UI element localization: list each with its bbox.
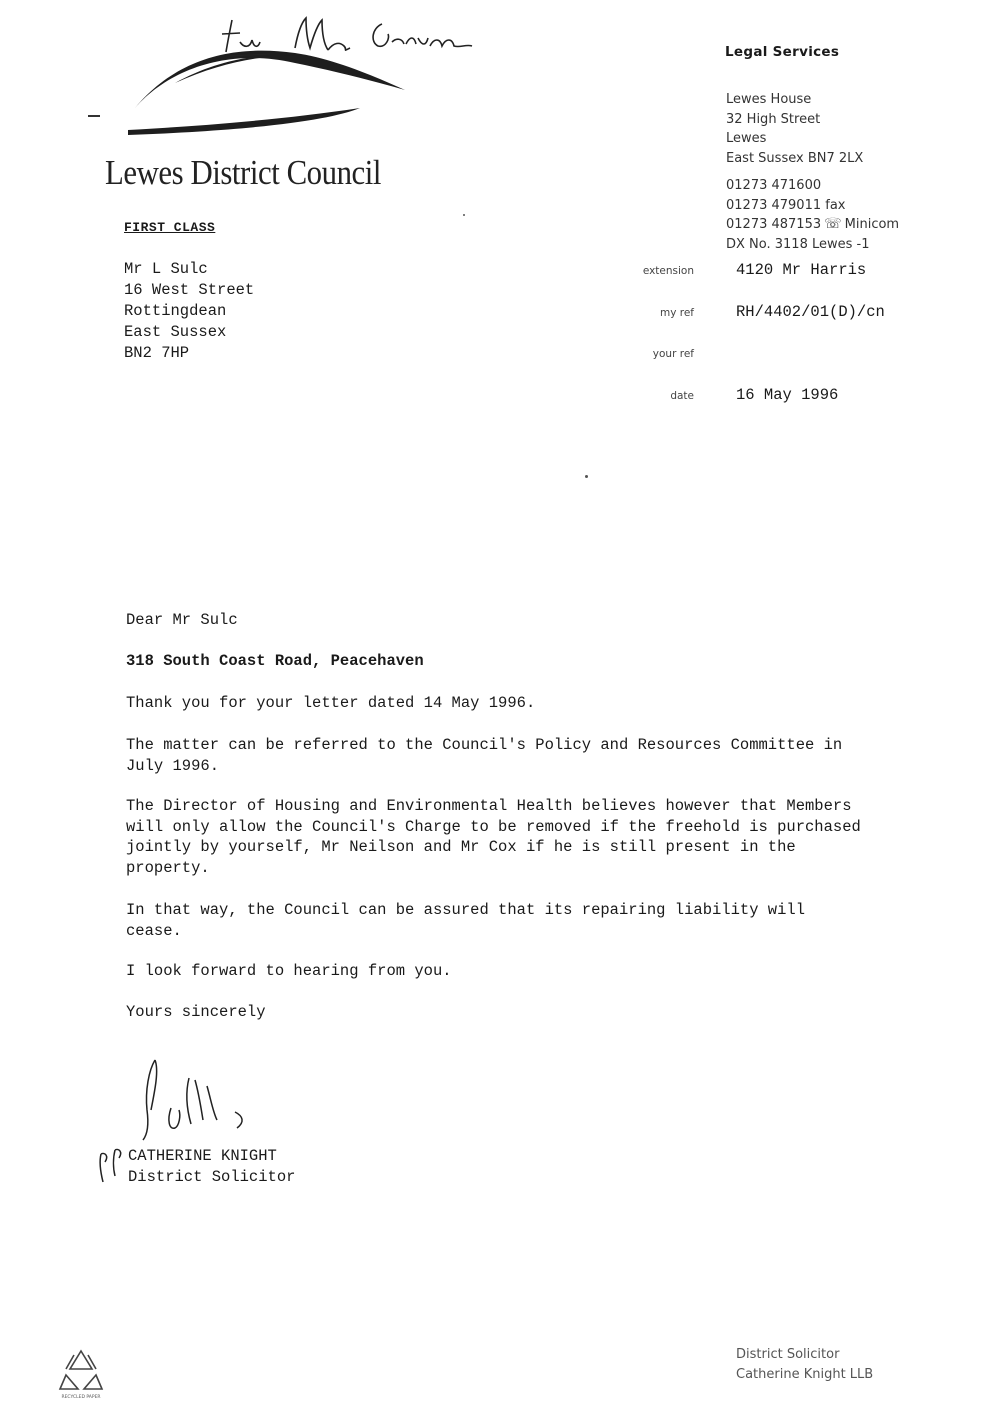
subject-line: 318 South Coast Road, Peacehaven [126, 652, 424, 670]
address-line: Lewes [726, 131, 767, 146]
minicom-icon: ☏ [824, 216, 842, 232]
fax-number: 01273 479011 fax [726, 197, 846, 213]
minicom-label: Minicom [844, 217, 900, 232]
recipient-line: Rottingdean [124, 302, 227, 320]
paragraph-line: cease. [126, 921, 182, 940]
paragraph [126, 961, 956, 982]
footer-name: Catherine Knight LLB [736, 1367, 874, 1382]
paragraph-line: The matter can be referred to the Council's Policy and Resources Committee in [126, 736, 843, 754]
signer-name: CATHERINE KNIGHT [128, 1147, 277, 1165]
signer-block [128, 1146, 295, 1188]
paragraph-line: property. [126, 858, 210, 877]
department-address [726, 90, 863, 168]
my-ref-label: my ref [659, 307, 694, 319]
paragraph-line: I look forward to hearing from you. [126, 962, 452, 980]
footer-title: District Solicitor [736, 1347, 840, 1362]
recipient-line: East Sussex [124, 323, 227, 341]
minicom-line [726, 215, 899, 235]
svg-text:RECYCLED PAPER: RECYCLED PAPER [61, 1395, 101, 1400]
paragraph [126, 693, 956, 714]
paragraph-line: In that way, the Council can be assured that its repairing liability will [126, 901, 806, 919]
paragraph [126, 900, 956, 941]
closing [126, 1002, 956, 1023]
contact-details [726, 176, 899, 254]
recipient-line: Mr L Sulc [124, 260, 208, 278]
your-ref-label: your ref [652, 348, 694, 360]
address-line: 32 High Street [726, 111, 821, 127]
my-ref-value: RH/4402/01(D)/cn [736, 303, 885, 321]
paragraph [126, 735, 956, 776]
paragraph-line: Thank you for your letter dated 14 May 1996. [126, 694, 536, 712]
phone-number: 01273 471600 [726, 178, 822, 193]
address-line: Lewes House [726, 92, 812, 107]
svg-text:pp: pp [95, 1050, 96, 1051]
extension-value: 4120 Mr Harris [736, 261, 867, 279]
paragraph-line: The Director of Housing and Environmental Health believes however that Members [126, 797, 852, 815]
recipient-address [124, 259, 254, 364]
scan-speck [463, 214, 465, 216]
paragraph [126, 796, 956, 878]
minicom-number: 01273 487153 [726, 217, 822, 232]
recycled-paper-icon [54, 1345, 108, 1401]
address-line: East Sussex BN7 2LX [726, 150, 864, 166]
mail-class: FIRST CLASS [124, 220, 216, 235]
dx-number: DX No. 3118 Lewes -1 [726, 236, 870, 252]
signer-title: District Solicitor [128, 1168, 296, 1186]
extension-label: extension [642, 265, 694, 277]
department-name: Legal Services [725, 44, 840, 60]
paragraph-line: Yours sincerely [126, 1003, 266, 1021]
paragraph-line: will only allow the Council's Charge to be removed if the freehold is purchased [126, 817, 861, 836]
paragraph-line: jointly by yourself, Mr Neilson and Mr Cox if he is still present in the [126, 838, 796, 856]
svg-text:For Mr Garran: For Mr Garran [210, 8, 216, 9]
scan-speck [585, 475, 588, 478]
salutation: Dear Mr Sulc [126, 611, 238, 629]
recipient-line: 16 West Street [124, 281, 255, 299]
date-label: date [670, 390, 694, 402]
recipient-line: BN2 7HP [124, 344, 190, 362]
handwritten-note [210, 8, 490, 68]
date-value: 16 May 1996 [736, 386, 839, 404]
paragraph-line: July 1996. [126, 756, 220, 775]
council-name: Lewes District Council [105, 153, 382, 192]
